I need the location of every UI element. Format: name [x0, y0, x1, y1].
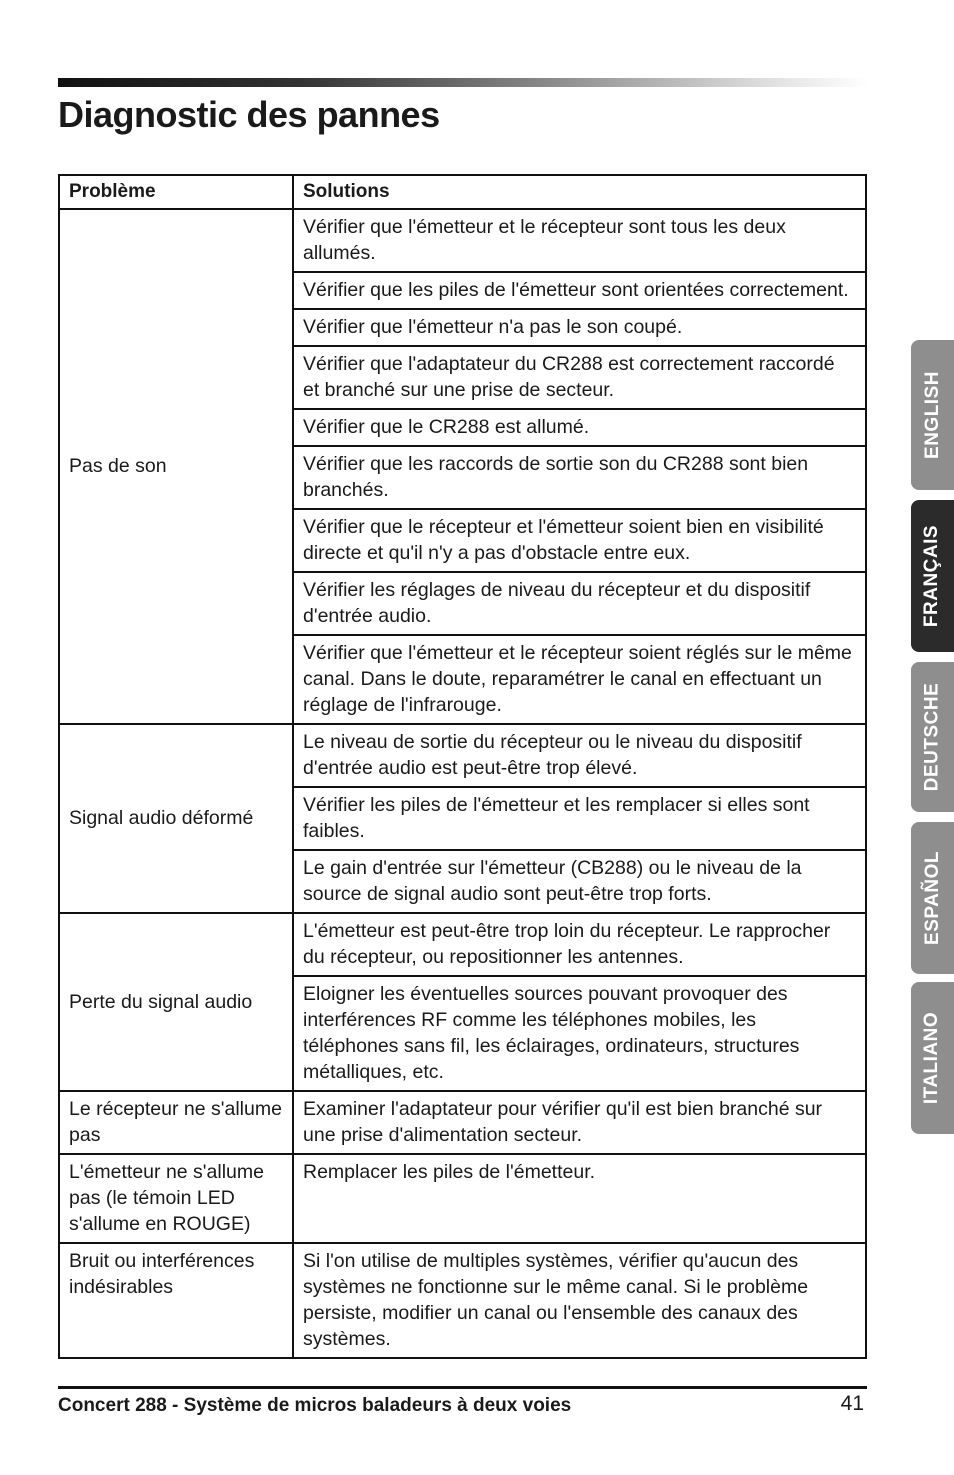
table-row	[59, 1243, 866, 1358]
troubleshooting-table	[58, 174, 867, 1359]
solution-cell: Eloigner les éventuelles sources pouvant provoquer des interférences RF comme les téléphones mobiles, les téléphones sans fil, les éclairages, ordinateurs, structures métalliques, etc.	[293, 976, 866, 1091]
solution-cell: Vérifier que l'émetteur n'a pas le son coupé.	[293, 309, 866, 346]
page-number: 41	[840, 1392, 864, 1415]
table-row	[59, 724, 866, 787]
problem-cell: Bruit ou interférences indésirables	[59, 1243, 293, 1358]
solution-cell: Vérifier que le récepteur et l'émetteur soient bien en visibilité directe et qu'il n'y a pas d'obstacle entre eux.	[293, 509, 866, 572]
tab-francais-label: FRANÇAIS	[921, 524, 943, 628]
table-row	[59, 1091, 866, 1154]
tab-italiano[interactable]	[911, 982, 954, 1134]
tab-espanol[interactable]	[911, 822, 954, 974]
tab-deutsche-label: DEUTSCHE	[921, 682, 943, 792]
solution-cell: Le gain d'entrée sur l'émetteur (CB288) ou le niveau de la source de signal audio sont peut-être trop forts.	[293, 850, 866, 913]
solution-cell: Le niveau de sortie du récepteur ou le niveau du dispositif d'entrée audio est peut-être trop élevé.	[293, 724, 866, 787]
table-row	[59, 913, 866, 976]
problem-cell: Pas de son	[59, 209, 293, 724]
column-header-solutions: Solutions	[293, 175, 866, 209]
solution-cell: Si l'on utilise de multiples systèmes, vérifier qu'aucun des systèmes ne fonctionne sur le même canal. Si le problème persiste, modifier un canal ou l'ensemble des canaux des systèmes.	[293, 1243, 866, 1358]
solution-cell: Remplacer les piles de l'émetteur.	[293, 1154, 866, 1243]
solution-cell: Vérifier que l'adaptateur du CR288 est correctement raccordé et branché sur une prise de secteur.	[293, 346, 866, 409]
table-row	[59, 209, 866, 272]
solution-cell: L'émetteur est peut-être trop loin du récepteur. Le rapprocher du récepteur, ou repositionner les antennes.	[293, 913, 866, 976]
solution-cell: Vérifier que l'émetteur et le récepteur sont tous les deux allumés.	[293, 209, 866, 272]
solution-cell: Vérifier les réglages de niveau du récepteur et du dispositif d'entrée audio.	[293, 572, 866, 635]
header-gradient-bar	[58, 78, 868, 87]
footer-product-name: Concert 288 - Système de micros baladeurs à deux voies	[58, 1395, 572, 1416]
table-header-row	[59, 175, 866, 209]
table-row	[59, 1154, 866, 1243]
problem-cell: Le récepteur ne s'allume pas	[59, 1091, 293, 1154]
solution-cell: Vérifier que l'émetteur et le récepteur soient réglés sur le même canal. Dans le doute, reparamétrer le canal en effectuant un réglage de l'infrarouge.	[293, 635, 866, 724]
problem-cell: Signal audio déformé	[59, 724, 293, 913]
solution-cell: Vérifier que le CR288 est allumé.	[293, 409, 866, 446]
column-header-problem: Problème	[59, 175, 293, 209]
tab-english-label: ENGLISH	[921, 371, 943, 459]
footer-rule	[58, 1386, 867, 1389]
solution-cell: Vérifier les piles de l'émetteur et les remplacer si elles sont faibles.	[293, 787, 866, 850]
solution-cell: Examiner l'adaptateur pour vérifier qu'il est bien branché sur une prise d'alimentation secteur.	[293, 1091, 866, 1154]
page-title: Diagnostic des pannes	[58, 94, 440, 135]
solution-cell: Vérifier que les raccords de sortie son du CR288 sont bien branchés.	[293, 446, 866, 509]
tab-francais[interactable]	[911, 500, 954, 652]
solution-cell: Vérifier que les piles de l'émetteur sont orientées correctement.	[293, 272, 866, 309]
tab-english[interactable]	[911, 340, 954, 490]
tab-deutsche[interactable]	[911, 662, 954, 812]
problem-cell: Perte du signal audio	[59, 913, 293, 1091]
tab-espanol-label: ESPAÑOL	[921, 851, 943, 945]
tab-italiano-label: ITALIANO	[921, 1011, 943, 1105]
problem-cell: L'émetteur ne s'allume pas (le témoin LED s'allume en ROUGE)	[59, 1154, 293, 1243]
